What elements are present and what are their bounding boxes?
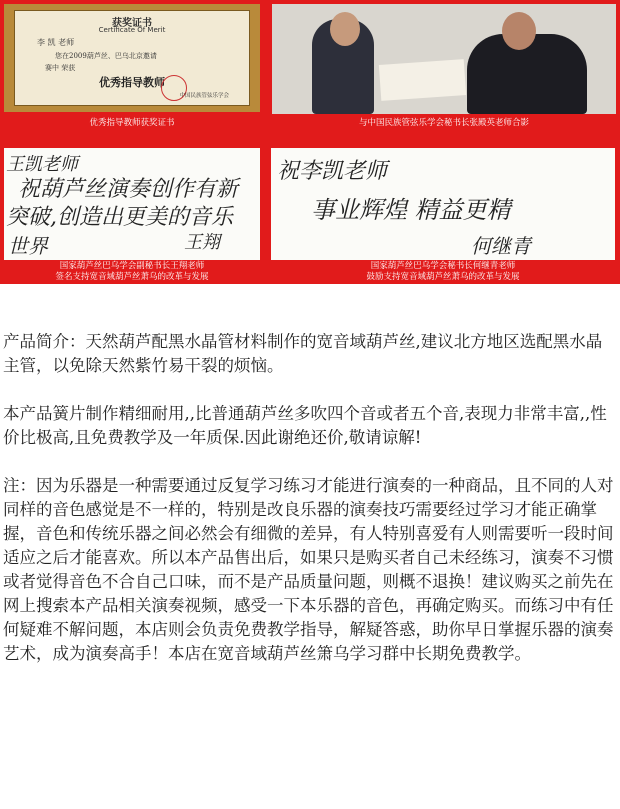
calligraphy-signature: 王翔: [184, 232, 220, 253]
calligraphy-line: 世界: [8, 234, 48, 258]
purchase-note: 注：因为乐器是一种需要通过反复学习练习才能进行演奏的一种商品，且不同的人对同样的音色感觉是不一样的，特别是改良乐器的演奏技巧需要经过学习才能正确掌握，音色和传统乐器之间必然会有细微的差异，有人特别喜爱有人则需要听一段时间适应之后才能喜欢。所以本产品售出后，如果只是购买者自己未经练习，演奏不习惯或者觉得音色不合自己口味，而不是产品质量问题，则概不退换！建议购买之前先在网上搜索本产品相关演奏视频，感受一下本乐器的音色，再确定购买。而练习中有任何疑难不解问题，本店则会负责免费教学指导，解疑答惑，助你早日掌握乐器的演奏艺术，成为演奏高手！本店在宽音域葫芦丝箫乌学习群中长期免费教学。: [3, 476, 614, 663]
calligraphy-line: 事业辉煌 精益更精: [311, 196, 511, 224]
person-head: [502, 12, 536, 50]
calligraphy-line: 祝李凯老师: [277, 159, 388, 184]
calligraphy-line: 祝葫芦丝演奏创作有新: [18, 177, 239, 202]
calligraphy-left: [4, 148, 260, 260]
calligraphy-right-caption-2: 鼓励支持宽音域葫芦丝萧乌的改革与发展: [366, 272, 520, 282]
certificate-photo: [4, 4, 260, 112]
certificate-award: 优秀指导教师: [99, 76, 165, 89]
product-intro: 产品简介：天然葫芦配黑水晶管材料制作的宽音域葫芦丝,建议北方地区选配黑水晶主管，以免除天然紫竹易干裂的烦恼。: [3, 332, 603, 375]
certificate-caption: 优秀指导教师获奖证书: [89, 118, 175, 128]
certificate-frame: [14, 10, 250, 106]
calligraphy-right-caption: 国家葫芦丝巴乌学会秘书长何继青老师: [370, 261, 516, 271]
person-head: [330, 12, 360, 46]
certificate-title: 获奖证书: [112, 18, 152, 29]
calligraphy-left-caption: 国家葫芦丝巴乌学会副秘书长王翔老师: [59, 261, 205, 271]
certificate-held: [379, 59, 466, 101]
calligraphy-signature: 何继青: [471, 234, 531, 258]
calligraphy-line: 突破,创造出更美的音乐: [6, 205, 233, 230]
certificate-subtitle: Certificate Of Merit: [98, 26, 166, 34]
calligraphy-right: [271, 148, 615, 260]
certificate-body-2: 赛中 荣获: [45, 64, 76, 72]
handshake-photo: [272, 4, 616, 114]
calligraphy-line: 王凯老师: [6, 154, 78, 175]
photo-caption: 与中国民族管弦乐学会秘书长张殿英老师合影: [358, 118, 529, 128]
certificate-name: 李 凯 老师: [37, 38, 75, 47]
certificate-org: 中国民族管弦乐学会: [179, 93, 229, 99]
certificate-body: 您在2009葫芦丝、巴乌北京邀请: [55, 52, 157, 60]
calligraphy-left-caption-2: 签名支持宽音域葫芦丝萧乌的改革与发展: [55, 272, 209, 282]
photo-collage: [0, 0, 620, 284]
product-features: 本产品簧片制作精细耐用,,比普通葫芦丝多吹四个音或者五个音,表现力非常丰富,,性价比极高,且免费教学及一年质保.因此谢绝还价,敬请谅解!: [3, 404, 607, 447]
